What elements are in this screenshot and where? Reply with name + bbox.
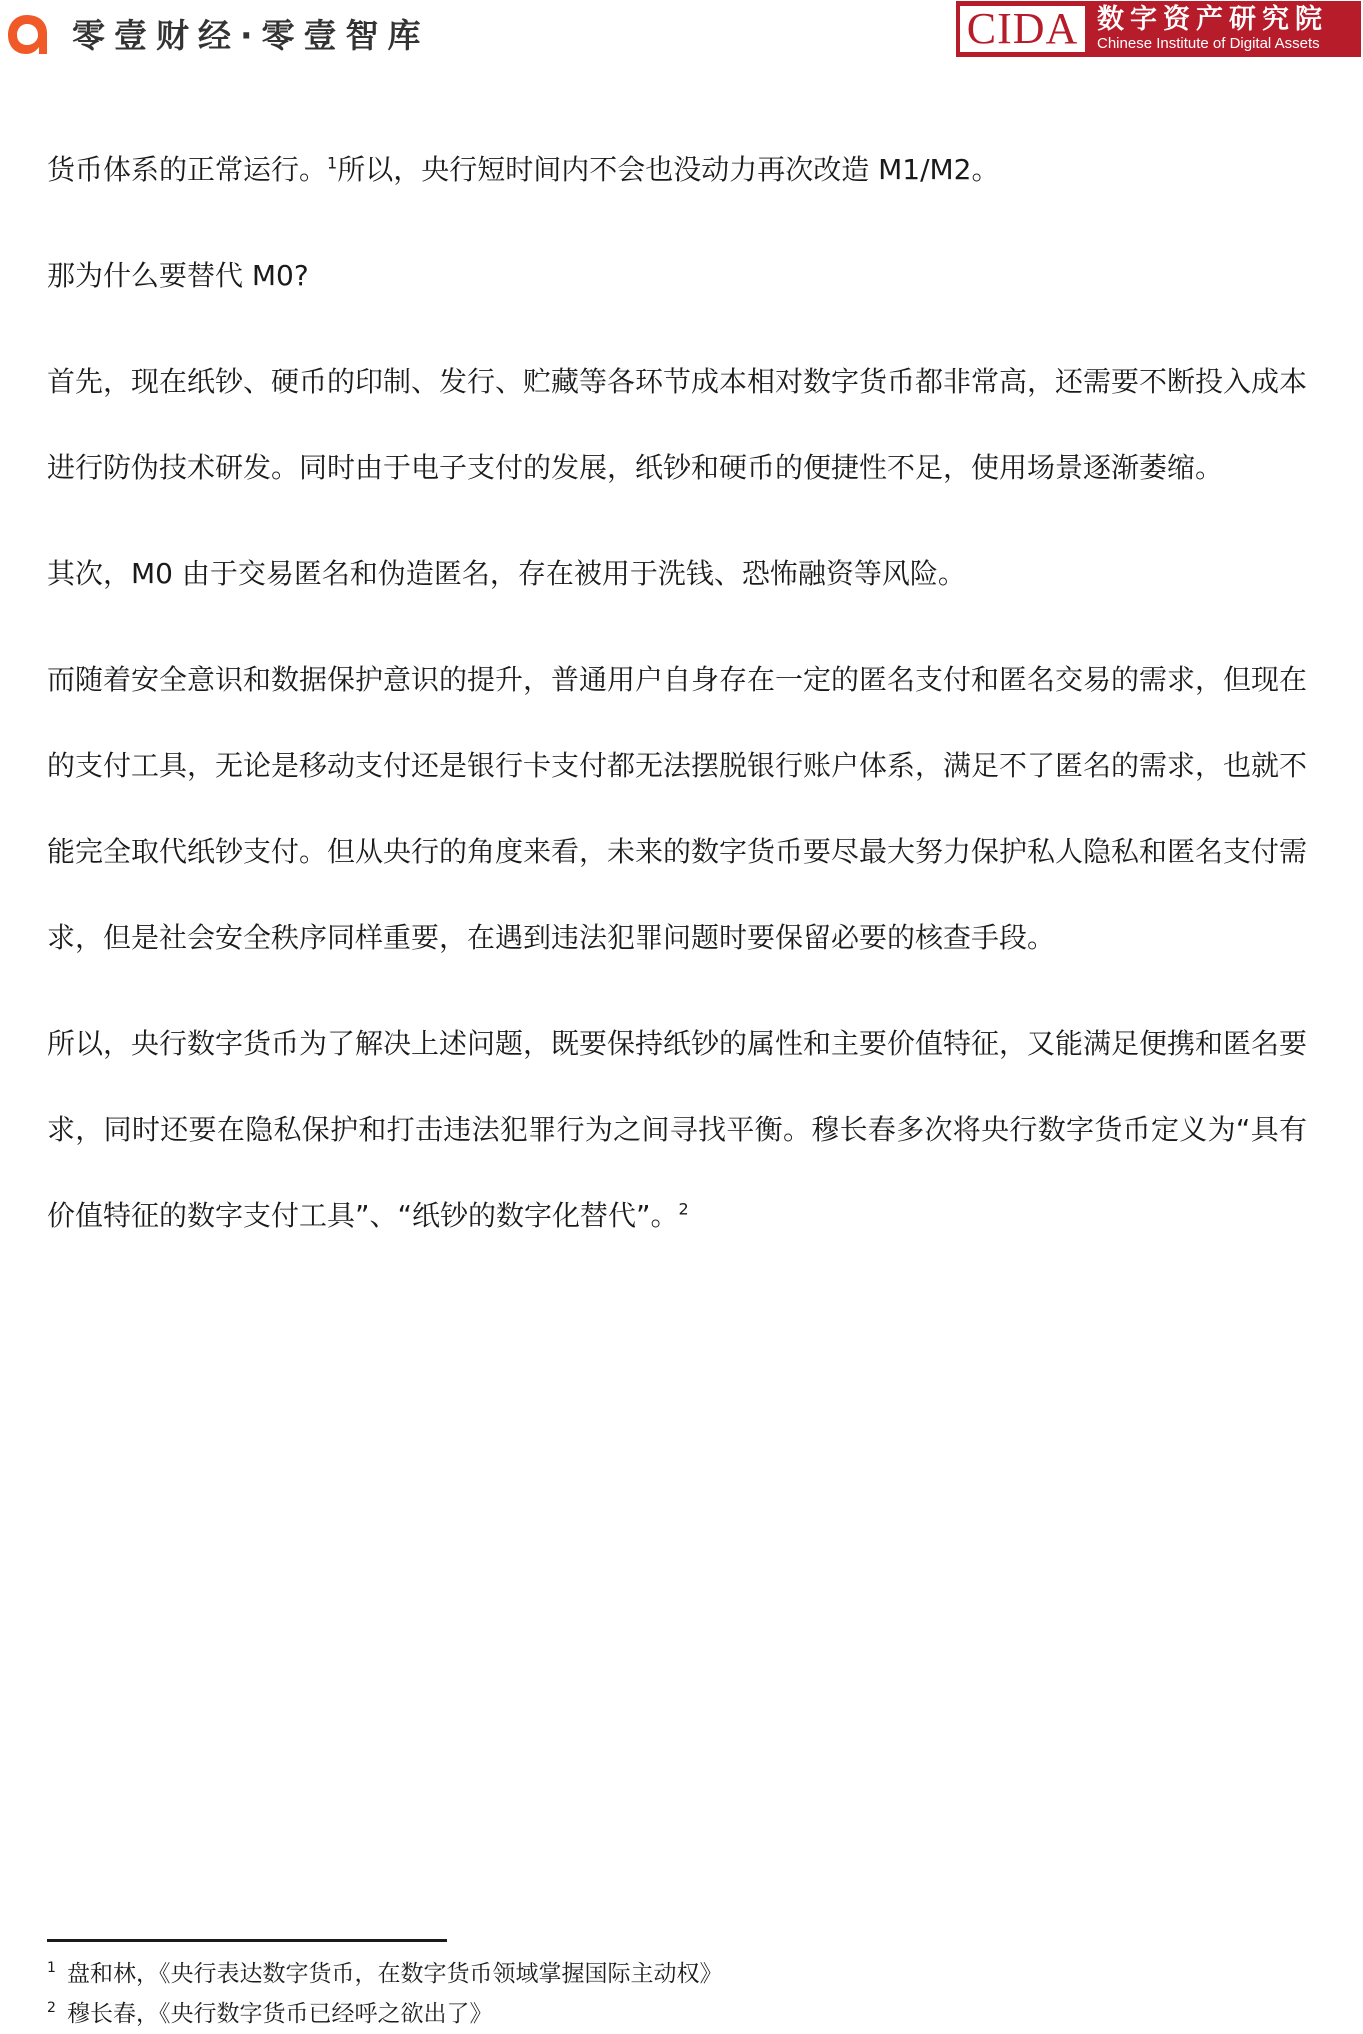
footnotes — [47, 1954, 1307, 2034]
brand-name: 零壹财经·零壹智库 — [72, 16, 430, 55]
footnote-text: 穆长春，《央行数字货币已经呼之欲出了》 — [67, 2001, 493, 2027]
cida-logo-text: CIDA — [966, 4, 1079, 53]
cida-name — [1097, 5, 1328, 53]
footnote-divider — [47, 1939, 447, 1942]
paragraph-1-text-cont: 所以，央行短时间内不会也没动力再次改造 M1/M2。 — [337, 153, 1000, 186]
cida-english-name: Chinese Institute of Digital Assets — [1097, 35, 1320, 52]
paragraph-1 — [47, 127, 1307, 213]
paragraph-3: 首先，现在纸钞、硬币的印制、发行、贮藏等各环节成本相对数字货币都非常高，还需要不断投入成本进行防伪技术研发。同时由于电子支付的发展，纸钞和硬币的便捷性不足，使用场景逐渐萎缩。 — [47, 365, 1308, 484]
paragraph-5: 而随着安全意识和数据保护意识的提升，普通用户自身存在一定的匿名支付和匿名交易的需求，但现在的支付工具，无论是移动支付还是银行卡支付都无法摆脱银行账户体系，满足不了匿名的需求，也就不能完全取代纸钞支付。但从央行的角度来看，未来的数字货币要尽最大努力保护私人隐私和匿名支付需求，但是社会安全秩序同样重要，在遇到违法犯罪问题时要保留必要的核查手段。 — [47, 663, 1308, 954]
orange-a-logo-icon — [4, 11, 50, 57]
page-header — [0, 0, 1363, 60]
paragraph-2: 那为什么要替代 M0? — [47, 259, 309, 292]
footnote-ref-1[interactable]: 1 — [327, 153, 338, 173]
cida-logo-box — [960, 6, 1085, 52]
brand-left — [4, 10, 430, 57]
paragraph-6 — [47, 1001, 1307, 1259]
paragraph-1-text: 货币体系的正常运行。 — [47, 153, 328, 186]
footnote-text: 盘和林，《央行表达数字货币，在数字货币领域掌握国际主动权》 — [67, 1961, 723, 1987]
cida-chinese-name: 数字资产研究院 — [1097, 4, 1328, 35]
cida-logo — [956, 1, 1361, 57]
paragraph-6-text: 所以，央行数字货币为了解决上述问题，既要保持纸钞的属性和主要价值特征，又能满足便携和匿名要求，同时还要在隐私保护和打击违法犯罪行为之间寻找平衡。穆长春多次将央行数字货币定义为“具有价值特征的数字支付工具”、“纸钞的数字化替代”。 — [47, 1027, 1308, 1232]
footnote-1: 1 盘和林，《央行表达数字货币，在数字货币领域掌握国际主动权》 — [47, 1960, 723, 1987]
footnote-2: 2 穆长春，《央行数字货币已经呼之欲出了》 — [47, 2000, 493, 2027]
article-body — [47, 127, 1307, 1279]
footnote-ref-2[interactable]: 2 — [678, 1199, 689, 1219]
paragraph-4: 其次，M0 由于交易匿名和伪造匿名，存在被用于洗钱、恐怖融资等风险。 — [47, 557, 966, 590]
